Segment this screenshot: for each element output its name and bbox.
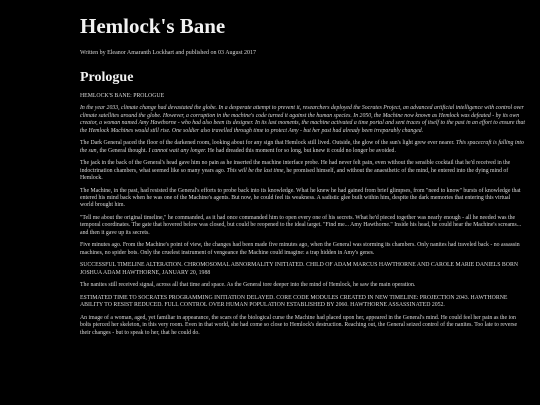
chapter-title: Prologue bbox=[80, 70, 134, 85]
emphasis-text: I cannot wait any longer. bbox=[148, 147, 207, 154]
story-paragraph bbox=[80, 188, 525, 210]
paragraph-text: The Machine, in the past, had resisted the General's efforts to probe back into its knowledge. What he knew he had gained from brief glimpses, from "need to know" bursts of knowledge that entered his mind back when he was one of the Machine's agents. But now, he could feel its weakness. A sadistic glee built within him, despite the dark memories that entering this virtual world brought him. bbox=[80, 187, 521, 209]
story-paragraph bbox=[80, 242, 525, 257]
emphasis-text: This will be the last time, bbox=[226, 167, 285, 174]
story-title: Hemlock's Bane bbox=[80, 14, 226, 38]
paragraph-text: In the year 2033, climate change had devastated the globe. In a desperate attempt to prevent it, researchers deployed the Socrates Project, an advanced artificial intelligence with control over climate satellites around the globe. However, a corruption in the machine's code turned it against the human species. In 2050, the Machine now known as Hemlock was defeated - by its own creator, a woman named Amy Hawthorne - who had also been its designer. In its last moments, the machine activated a time portal and sent traces of itself to the past in an effort to ensure that the Hemlock Machines would still rise. One soldier also travelled through time to protect Amy - but her past had already been irreparably changed. bbox=[80, 105, 525, 134]
story-paragraph bbox=[80, 105, 525, 135]
paragraph-text: Five minutes ago. From the Machine's point of view, the changes had been made five minutes ago, when the General was storming its chambers. Only nanites had traveled back - no assassin machines, no spider bots. Only the cruelest instrument of vengeance the Machine could imagine: a trap hidden in Amy's genes. bbox=[80, 242, 520, 256]
story-body bbox=[80, 93, 525, 337]
paragraph-text: he promised himself, and without the anaesthetic of the mind, he entered into the dying mind of Hemlock. bbox=[80, 167, 509, 182]
paragraph-text: An image of a woman, aged, yet familiar in appearance, the scars of the biological curse the Machine had placed upon her, appeared in the General's mind. He could feel her pain as the ion bolts pierced her skeleton, in this very room. Even in that world, she had come so close to Hemlock's destruction. Reaching out, the General seized control of the nanites. Too late to reverse their changes - but to speak to her, that he could do. bbox=[80, 315, 518, 336]
paragraph-text: HEMLOCK'S BANE: PROLOGUE bbox=[80, 93, 165, 99]
paragraph-text: He had dreaded this moment for so long, but knew it could no longer be avoided. bbox=[206, 147, 396, 154]
story-paragraph bbox=[80, 295, 525, 310]
paragraph-text: the General thought. bbox=[98, 147, 149, 154]
story-paragraph bbox=[80, 262, 525, 277]
story-paragraph bbox=[80, 282, 525, 289]
story-paragraph bbox=[80, 315, 525, 337]
emphasis-text: This spacecraft is falling into the sun, bbox=[80, 140, 524, 154]
paragraph-text: SUCCESSFUL TIMELINE ALTERATION. CHROMOSOMAL ABNORMALITY INITIATED. CHILD OF ADAM MARCUS HAWTHORNE AND CAROLE MARIE DANIELS BORN JOSHUA ADAM HAWTHORNE, JANUARY 20, 1988 bbox=[80, 262, 519, 276]
chapter-heading-paragraph bbox=[80, 93, 525, 100]
story-page bbox=[80, 0, 525, 342]
paragraph-text: "Tell me about the original timeline," he commanded, as it had once commanded him to open every one of his secrets. What he'd pieced together was nearly enough - all he needed was the temporal coordinates. The gate that hovered below was closed, but could be reopened to the ideal target. "Find me... Amy Hawthorne." Inside his head, he could hear the Machine's screams... and then it gave up its secrets. bbox=[80, 215, 522, 236]
story-byline: Written by Eleanor Amaranth Lockhart and published on 03 August 2017 bbox=[80, 50, 257, 56]
paragraph-text: The nanites still received signal, across all that time and space. As the General tore deeper into the mind of Hemlock, he saw the main operation. bbox=[80, 282, 416, 289]
story-paragraph bbox=[80, 215, 525, 237]
paragraph-text: The Dark General paced the floor of the darkened room, looking about for any sign that Hemlock still lived. Outside, the glow of the sun's light grew ever nearer. bbox=[80, 140, 456, 147]
story-paragraph bbox=[80, 140, 525, 155]
story-paragraph bbox=[80, 160, 525, 182]
paragraph-text: ESTIMATED TIME TO SOCRATES PROGRAMMING INITIATION DELAYED. CORE CODE MODULES CREATED IN NEW TIMELINE: PROJECTION 2043. HAWTHORNE ABILITY TO RESIST REDUCED. FULL CONTROL OVER HUMAN POPULATION ESTABLISHED BY 2060. HAWTHORNE ASSASSINATED 2052. bbox=[80, 295, 508, 309]
paragraph-text: The jack in the back of the General's head gave him no pain as he inserted the machine interface probe. He had never felt pain, even without the sensible cocktail that he'd received in the indoctrination chambers, what seemed like so many years ago. bbox=[80, 160, 511, 174]
